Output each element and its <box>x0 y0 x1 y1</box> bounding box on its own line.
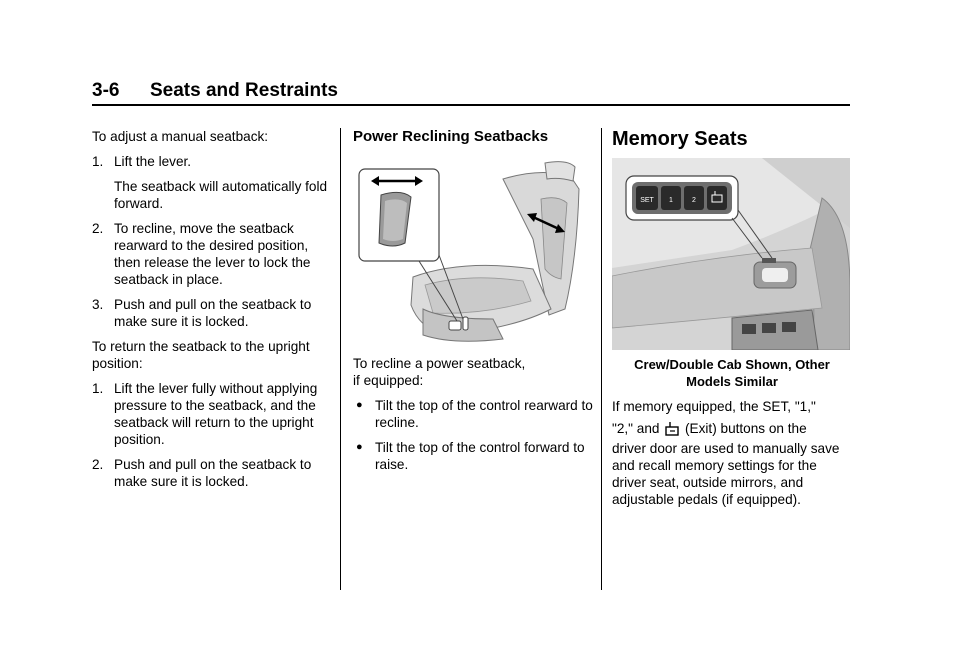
column-memory-seats <box>612 128 852 508</box>
seat-exit-icon <box>665 421 679 440</box>
image-caption-line2: Models Similar <box>686 374 778 389</box>
list-number: 2. <box>92 457 104 472</box>
memory-para-pre: "2," and <box>612 421 660 436</box>
list-text: Tilt the top of the control rearward to recline. <box>375 398 593 430</box>
return-upright-intro: To return the seatback to the upright position: <box>92 339 310 371</box>
list-item-note <box>92 178 336 212</box>
list-item <box>92 153 336 170</box>
power-recline-intro-line2: if equipped: <box>353 373 424 388</box>
list-item <box>92 456 336 490</box>
section-number: 3-6 <box>92 80 120 101</box>
section-title: Seats and Restraints <box>150 80 338 101</box>
door-panel-illustration <box>612 158 850 350</box>
list-text: Push and pull on the seatback to make sure it is locked. <box>114 297 312 329</box>
list-item <box>92 296 336 330</box>
bullet-icon: ● <box>356 441 363 453</box>
column-power-recline <box>353 128 593 473</box>
seat-diagram <box>353 159 585 345</box>
page-header <box>92 80 850 106</box>
column-divider <box>340 128 341 590</box>
memory-para-line1: If memory equipped, the SET, "1," <box>612 399 816 414</box>
power-recline-heading: Power Reclining Seatbacks <box>353 128 549 145</box>
power-recline-intro-line1: To recline a power seatback, <box>353 356 526 371</box>
list-number: 2. <box>92 221 104 236</box>
list-text: Push and pull on the seatback to make sure it is locked. <box>114 457 312 489</box>
panel-set-label: SET <box>640 197 654 204</box>
memory-para-rest: driver door are used to manually save and recall memory settings for the driver seat, outside mirrors, and adjustable pedals (if equipped). <box>612 441 840 507</box>
bullet-icon: ● <box>356 399 363 411</box>
list-number: 3. <box>92 297 104 312</box>
list-text: Lift the lever. <box>114 154 192 169</box>
memory-para-post: (Exit) buttons on the <box>685 421 807 436</box>
memory-para-line2 <box>612 420 852 440</box>
manual-seatback-intro: To adjust a manual seatback: <box>92 129 269 144</box>
image-caption-line1: Crew/Double Cab Shown, Other <box>634 357 830 372</box>
memory-seats-heading: Memory Seats <box>612 128 748 150</box>
header-rule <box>92 104 850 106</box>
list-number: 1. <box>92 154 104 169</box>
column-divider <box>601 128 602 590</box>
list-text: To recline, move the seatback rearward to the desired position, then release the lever to lock the seatback in place. <box>114 221 311 287</box>
door-diagram <box>612 158 850 350</box>
power-seat-illustration <box>353 159 585 345</box>
list-text: The seatback will automatically fold forward. <box>114 179 328 211</box>
panel-2-label: 2 <box>692 197 696 204</box>
list-text: Tilt the top of the control forward to raise. <box>375 440 585 472</box>
list-item <box>92 220 336 288</box>
panel-1-label: 1 <box>669 197 673 204</box>
column-manual-seatback <box>92 128 336 490</box>
list-item <box>353 439 593 473</box>
list-item <box>353 397 593 431</box>
list-text: Lift the lever fully without applying pressure to the seatback, and the seatback will return to the upright position. <box>114 381 318 447</box>
list-item <box>92 380 336 448</box>
list-number: 1. <box>92 381 104 396</box>
